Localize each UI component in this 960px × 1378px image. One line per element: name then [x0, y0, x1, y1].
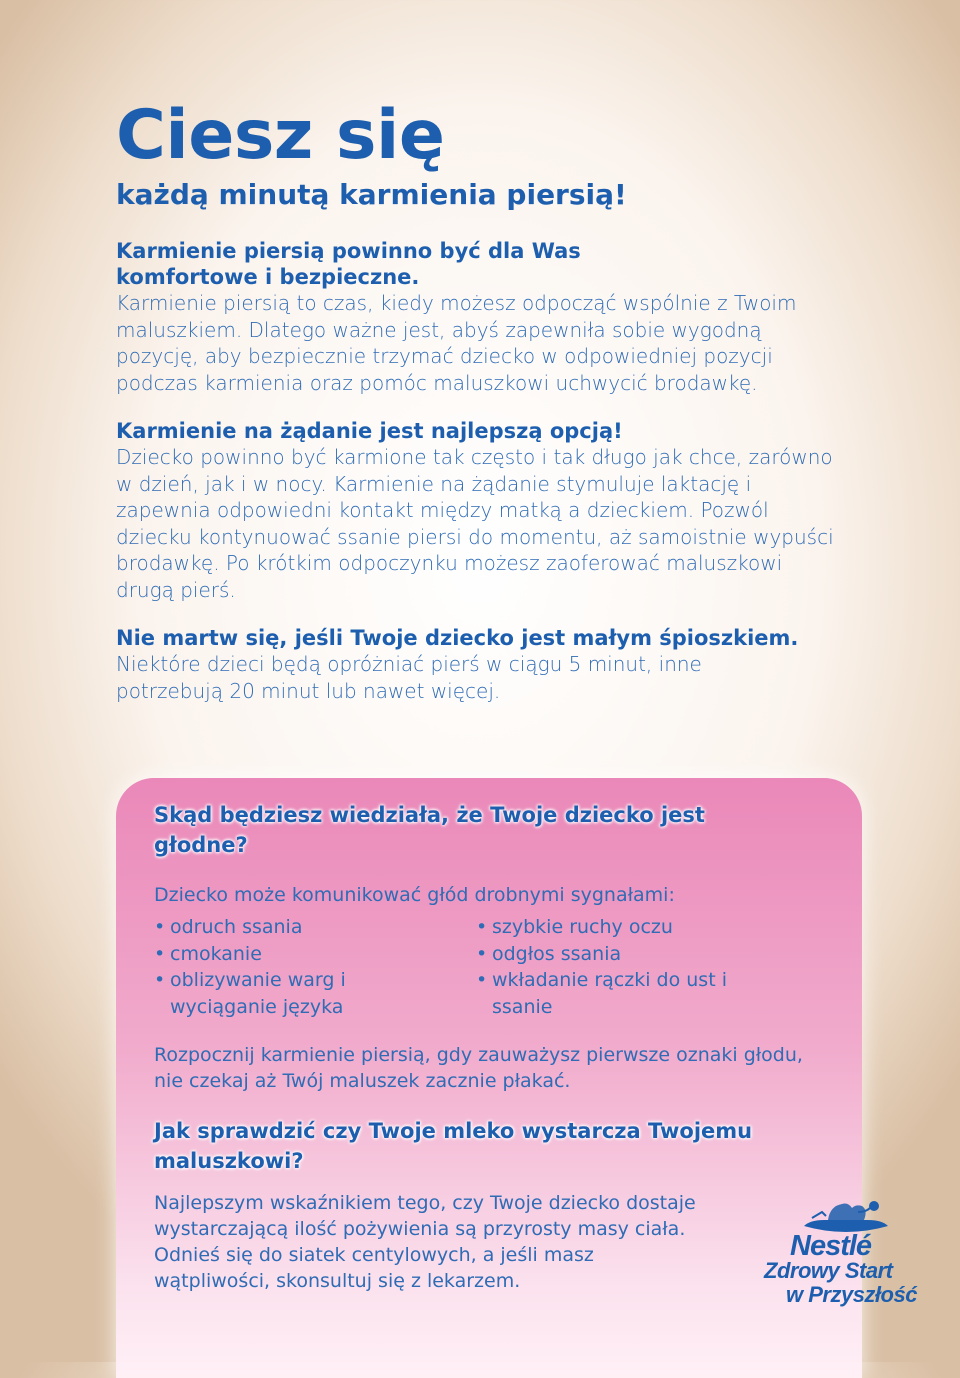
- signal-item: • wkładanie rączki do ust i ssanie: [476, 967, 762, 1020]
- section-body: Karmienie piersią to czas, kiedy możesz odpocząć wspólnie z Twoim maluszkiem. Dlatego ważne jest, abyś zapewniła sobie wygodną pozycję, aby bezpiecznie trzymać dziecko w odpowiedniej pozycji podczas karmienia oraz pomóc maluszkowi uchwycić brodawkę.: [116, 291, 797, 395]
- brand-name: Nestlé: [790, 1230, 872, 1262]
- nest-birds-icon: [798, 1198, 894, 1232]
- feeding-advice: Rozpocznij karmienie piersią, gdy zauważysz pierwsze oznaki głodu, nie czekaj aż Twój maluszek zacznie płakać.: [154, 1044, 803, 1092]
- logo-tagline-1: Zdrowy Start: [764, 1258, 893, 1283]
- signals-right: [476, 914, 798, 1020]
- milk-question: Jak sprawdzić czy Twoje mleko wystarcza Twojemu maluszkowi?: [154, 1119, 753, 1173]
- signals-left: [154, 914, 476, 1020]
- section-heading: Nie martw się, jeśli Twoje dziecko jest małym śpioszkiem.: [116, 626, 799, 650]
- signal-item: • odruch ssania: [154, 914, 476, 941]
- info-box-content: [154, 800, 834, 1294]
- page-title: Ciesz się: [116, 96, 445, 175]
- signal-item: • cmokanie: [154, 941, 476, 968]
- page-subtitle: każdą minutą karmienia piersią!: [116, 178, 627, 211]
- section-on-demand: [116, 418, 876, 603]
- section-body: Dziecko powinno być karmione tak często i tak długo jak chce, zarówno w dzień, jak i w nocy. Karmienie na żądanie stymuluje laktację i zapewnia odpowiedni kontakt między matką a dzieckiem. Pozwól dziecku kontynuować ssanie piersi do momentu, aż samoistnie wypuści brodawkę. Po krótkim odpoczynku możesz zaoferować maluszkowi drugą pierś.: [116, 445, 834, 602]
- info-box: [116, 778, 862, 1378]
- hunger-question: Skąd będziesz wiedziała, że Twoje dziecko jest głodne?: [154, 803, 705, 857]
- logo-tagline-2: w Przyszłość: [786, 1282, 917, 1307]
- signals-columns: [154, 914, 834, 1020]
- section-sleepy-baby: [116, 625, 876, 704]
- section-heading: Karmienie na żądanie jest najlepszą opcją!: [116, 419, 623, 443]
- milk-answer: Najlepszym wskaźnikiem tego, czy Twoje dziecko dostaje wystarczającą ilość pożywienia są przyrosty masy ciała. Odnieś się do siatek centylowych, a jeśli masz wątpliwości, skonsultuj się z lekarzem.: [154, 1192, 696, 1292]
- signal-item: • odgłos ssania: [476, 941, 798, 968]
- signal-item: • szybkie ruchy oczu: [476, 914, 798, 941]
- signals-intro: Dziecko może komunikować głód drobnymi sygnałami:: [154, 884, 675, 906]
- section-body: Niektóre dzieci będą opróżniać pierś w ciągu 5 minut, inne potrzebują 20 minut lub nawet więcej.: [116, 652, 702, 703]
- section-heading: Karmienie piersią powinno być dla Was komfortowe i bezpieczne.: [116, 239, 581, 289]
- signal-item: • oblizywanie warg i wyciąganie języka: [154, 967, 370, 1020]
- nestle-logo: [758, 1198, 938, 1306]
- intro-column: [116, 96, 876, 704]
- section-comfort: [116, 238, 876, 396]
